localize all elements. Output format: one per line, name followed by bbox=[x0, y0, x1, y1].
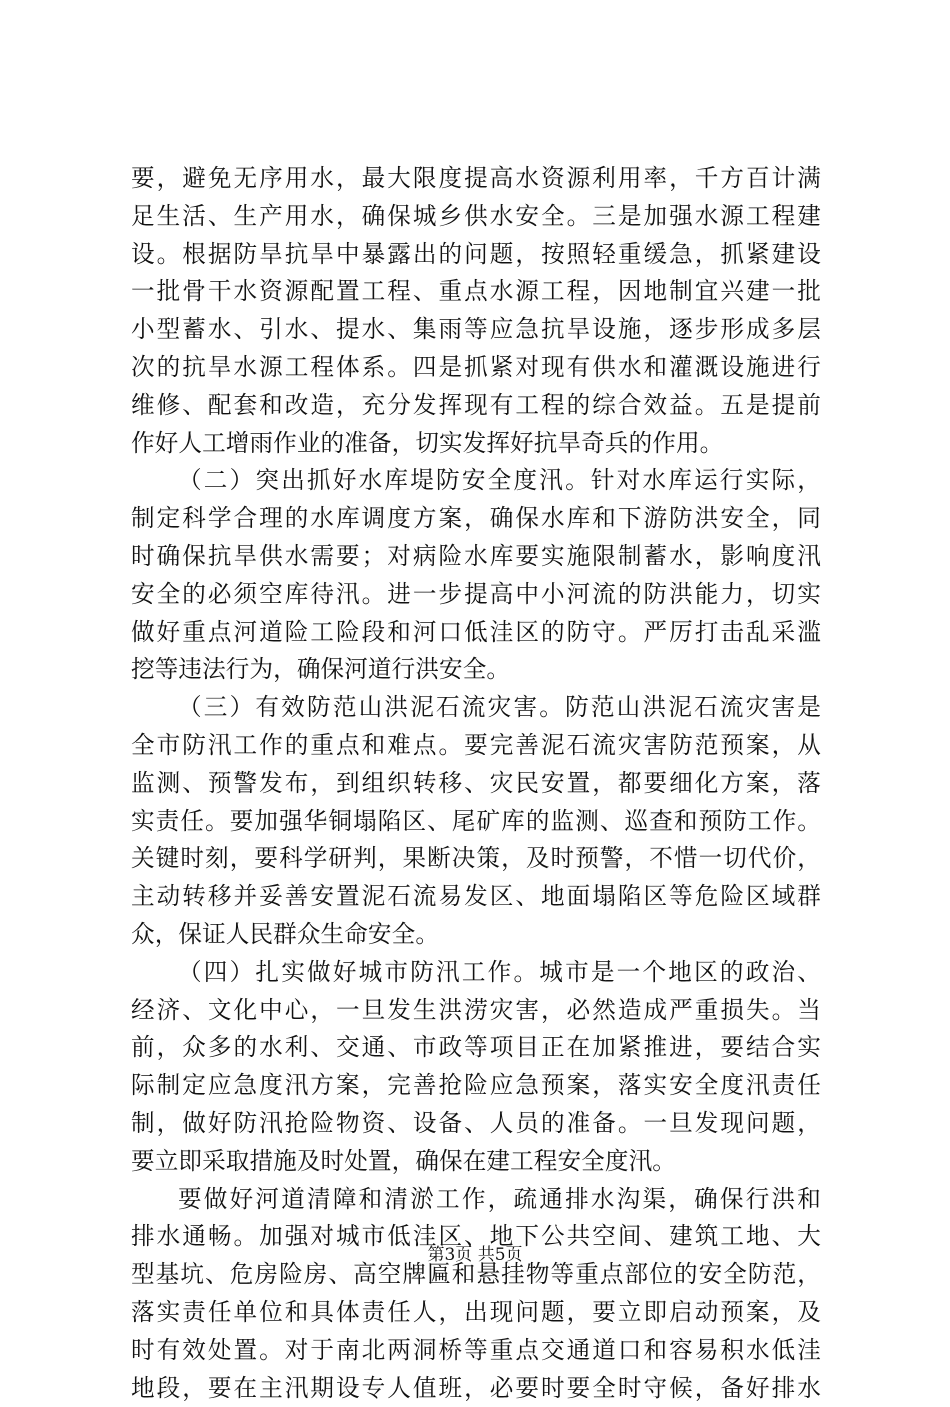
text-line: 地段，要在主汛期设专人值班，必要时要全时守候，备好排水 bbox=[131, 1370, 821, 1407]
text-line: 前，众多的水利、交通、市政等项目正在加紧推进，要结合实 bbox=[131, 1029, 821, 1067]
text-line: （三）有效防范山洪泥石流灾害。防范山洪泥石流灾害是 bbox=[131, 689, 821, 727]
text-line: 安全的必须空库待汛。进一步提高中小河流的防洪能力，切实 bbox=[131, 576, 821, 614]
text-line: 际制定应急度汛方案，完善抢险应急预案，落实安全度汛责任 bbox=[131, 1067, 821, 1105]
text-line: 设。根据防旱抗旱中暴露出的问题，按照轻重缓急，抓紧建设 bbox=[131, 236, 821, 274]
text-line: 足生活、生产用水，确保城乡供水安全。三是加强水源工程建 bbox=[131, 198, 821, 236]
text-line: 全市防汛工作的重点和难点。要完善泥石流灾害防范预案，从 bbox=[131, 727, 821, 765]
text-line: 众，保证人民群众生命安全。 bbox=[131, 916, 821, 954]
text-line: 型基坑、危房险房、高空牌匾和悬挂物等重点部位的安全防范， bbox=[131, 1256, 821, 1294]
text-line: 时有效处置。对于南北两洞桥等重点交通道口和容易积水低洼 bbox=[131, 1332, 821, 1370]
text-line: （二）突出抓好水库堤防安全度汛。针对水库运行实际， bbox=[131, 462, 821, 500]
paragraph bbox=[131, 160, 821, 462]
text-line: 实责任。要加强华铜塌陷区、尾矿库的监测、巡查和预防工作。 bbox=[131, 803, 821, 841]
text-line: 要，避免无序用水，最大限度提高水资源利用率，千方百计满 bbox=[131, 160, 821, 198]
text-line: 主动转移并妥善安置泥石流易发区、地面塌陷区等危险区域群 bbox=[131, 878, 821, 916]
text-line: 做好重点河道险工险段和河口低洼区的防守。严厉打击乱采滥 bbox=[131, 614, 821, 652]
text-line: 要做好河道清障和清淤工作，疏通排水沟渠，确保行洪和 bbox=[131, 1181, 821, 1219]
text-line: 落实责任单位和具体责任人，出现问题，要立即启动预案，及 bbox=[131, 1294, 821, 1332]
text-line: 维修、配套和改造，充分发挥现有工程的综合效益。五是提前 bbox=[131, 387, 821, 425]
text-line: 监测、预警发布，到组织转移、灾民安置，都要细化方案，落 bbox=[131, 765, 821, 803]
text-line: 制定科学合理的水库调度方案，确保水库和下游防洪安全，同 bbox=[131, 500, 821, 538]
text-line: （四）扎实做好城市防汛工作。城市是一个地区的政治、 bbox=[131, 954, 821, 992]
text-line: 排水通畅。加强对城市低洼区、地下公共空间、建筑工地、大 bbox=[131, 1218, 821, 1256]
text-line: 一批骨干水资源配置工程、重点水源工程，因地制宜兴建一批 bbox=[131, 273, 821, 311]
text-line: 挖等违法行为，确保河道行洪安全。 bbox=[131, 651, 821, 689]
text-line: 要立即采取措施及时处置，确保在建工程安全度汛。 bbox=[131, 1143, 821, 1181]
paragraph bbox=[131, 462, 821, 689]
text-line: 关键时刻，要科学研判，果断决策，及时预警，不惜一切代价， bbox=[131, 840, 821, 878]
paragraph bbox=[131, 1181, 821, 1407]
text-line: 时确保抗旱供水需要；对病险水库要实施限制蓄水，影响度汛 bbox=[131, 538, 821, 576]
text-line: 次的抗旱水源工程体系。四是抓紧对现有供水和灌溉设施进行 bbox=[131, 349, 821, 387]
document-body bbox=[131, 160, 821, 1407]
paragraph bbox=[131, 689, 821, 954]
text-line: 作好人工增雨作业的准备，切实发挥好抗旱奇兵的作用。 bbox=[131, 425, 821, 463]
text-line: 小型蓄水、引水、提水、集雨等应急抗旱设施，逐步形成多层 bbox=[131, 311, 821, 349]
page-footer: 第3页 共5页 bbox=[0, 1240, 950, 1265]
text-line: 经济、文化中心，一旦发生洪涝灾害，必然造成严重损失。当 bbox=[131, 992, 821, 1030]
text-line: 制，做好防汛抢险物资、设备、人员的准备。一旦发现问题， bbox=[131, 1105, 821, 1143]
paragraph bbox=[131, 954, 821, 1181]
